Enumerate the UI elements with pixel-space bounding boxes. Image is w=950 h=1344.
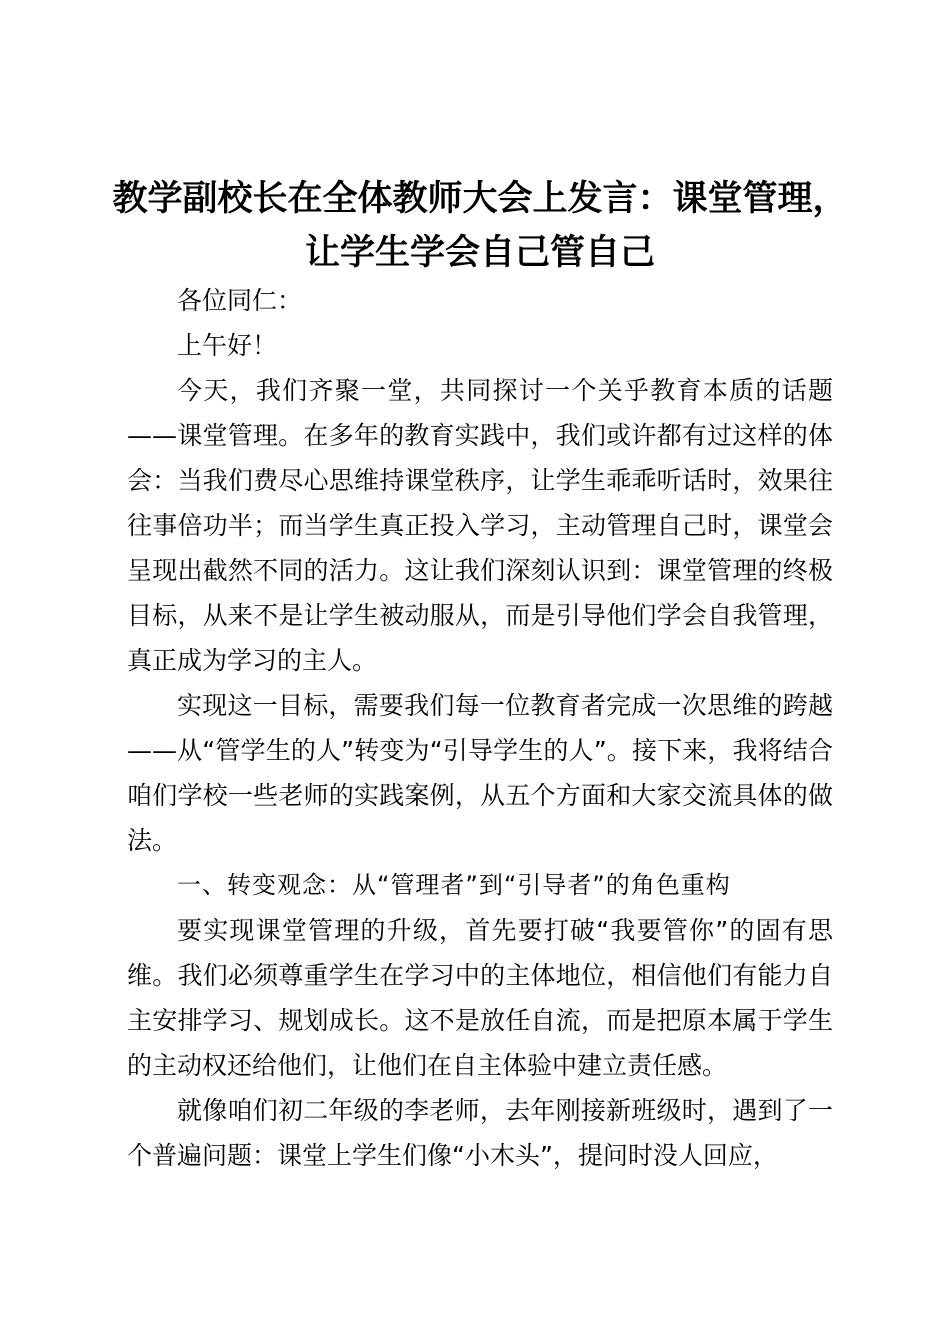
document-body bbox=[127, 278, 833, 1178]
document-title bbox=[110, 172, 850, 280]
salutation: 各位同仁： bbox=[177, 286, 303, 315]
greeting: 上午好！ bbox=[177, 331, 278, 360]
paragraph-goal: 实现这一目标，需要我们每一位教育者完成一次思维的跨越——从“管学生的人”转变为“引导学生的人”。接下来，我将结合咱们学校一些老师的实践案例，从五个方面和大家交流具体的做法。 bbox=[127, 691, 833, 855]
section-heading-1: 一、转变观念：从“管理者”到“引导者”的角色重构 bbox=[177, 871, 731, 899]
title-line-2: 让学生学会自己管自己 bbox=[304, 233, 655, 273]
title-line-1: 教学副校长在全体教师大会上发言：课堂管理， bbox=[112, 179, 848, 219]
section1-paragraph-1: 要实现课堂管理的升级，首先要打破“我要管你”的固有思维。我们必须尊重学生在学习中的主体地位，相信他们有能力自主安排学习、规划成长。这不是放任自流，而是把原本属于学生的主动权还给他们，让他们在自主体验中建立责任感。 bbox=[127, 916, 833, 1080]
paragraph-intro: 今天，我们齐聚一堂，共同探讨一个关乎教育本质的话题——课堂管理。在多年的教育实践中，我们或许都有过这样的体会：当我们费尽心思维持课堂秩序，让学生乖乖听话时，效果往往事倍功半；而当学生真正投入学习，主动管理自己时，课堂会呈现出截然不同的活力。这让我们深刻认识到：课堂管理的终极目标，从来不是让学生被动服从，而是引导他们学会自我管理，真正成为学习的主人。 bbox=[127, 376, 833, 675]
section1-paragraph-2: 就像咱们初二年级的李老师，去年刚接新班级时，遇到了一个普遍问题：课堂上学生们像“小木头”，提问时没人回应， bbox=[127, 1096, 833, 1170]
